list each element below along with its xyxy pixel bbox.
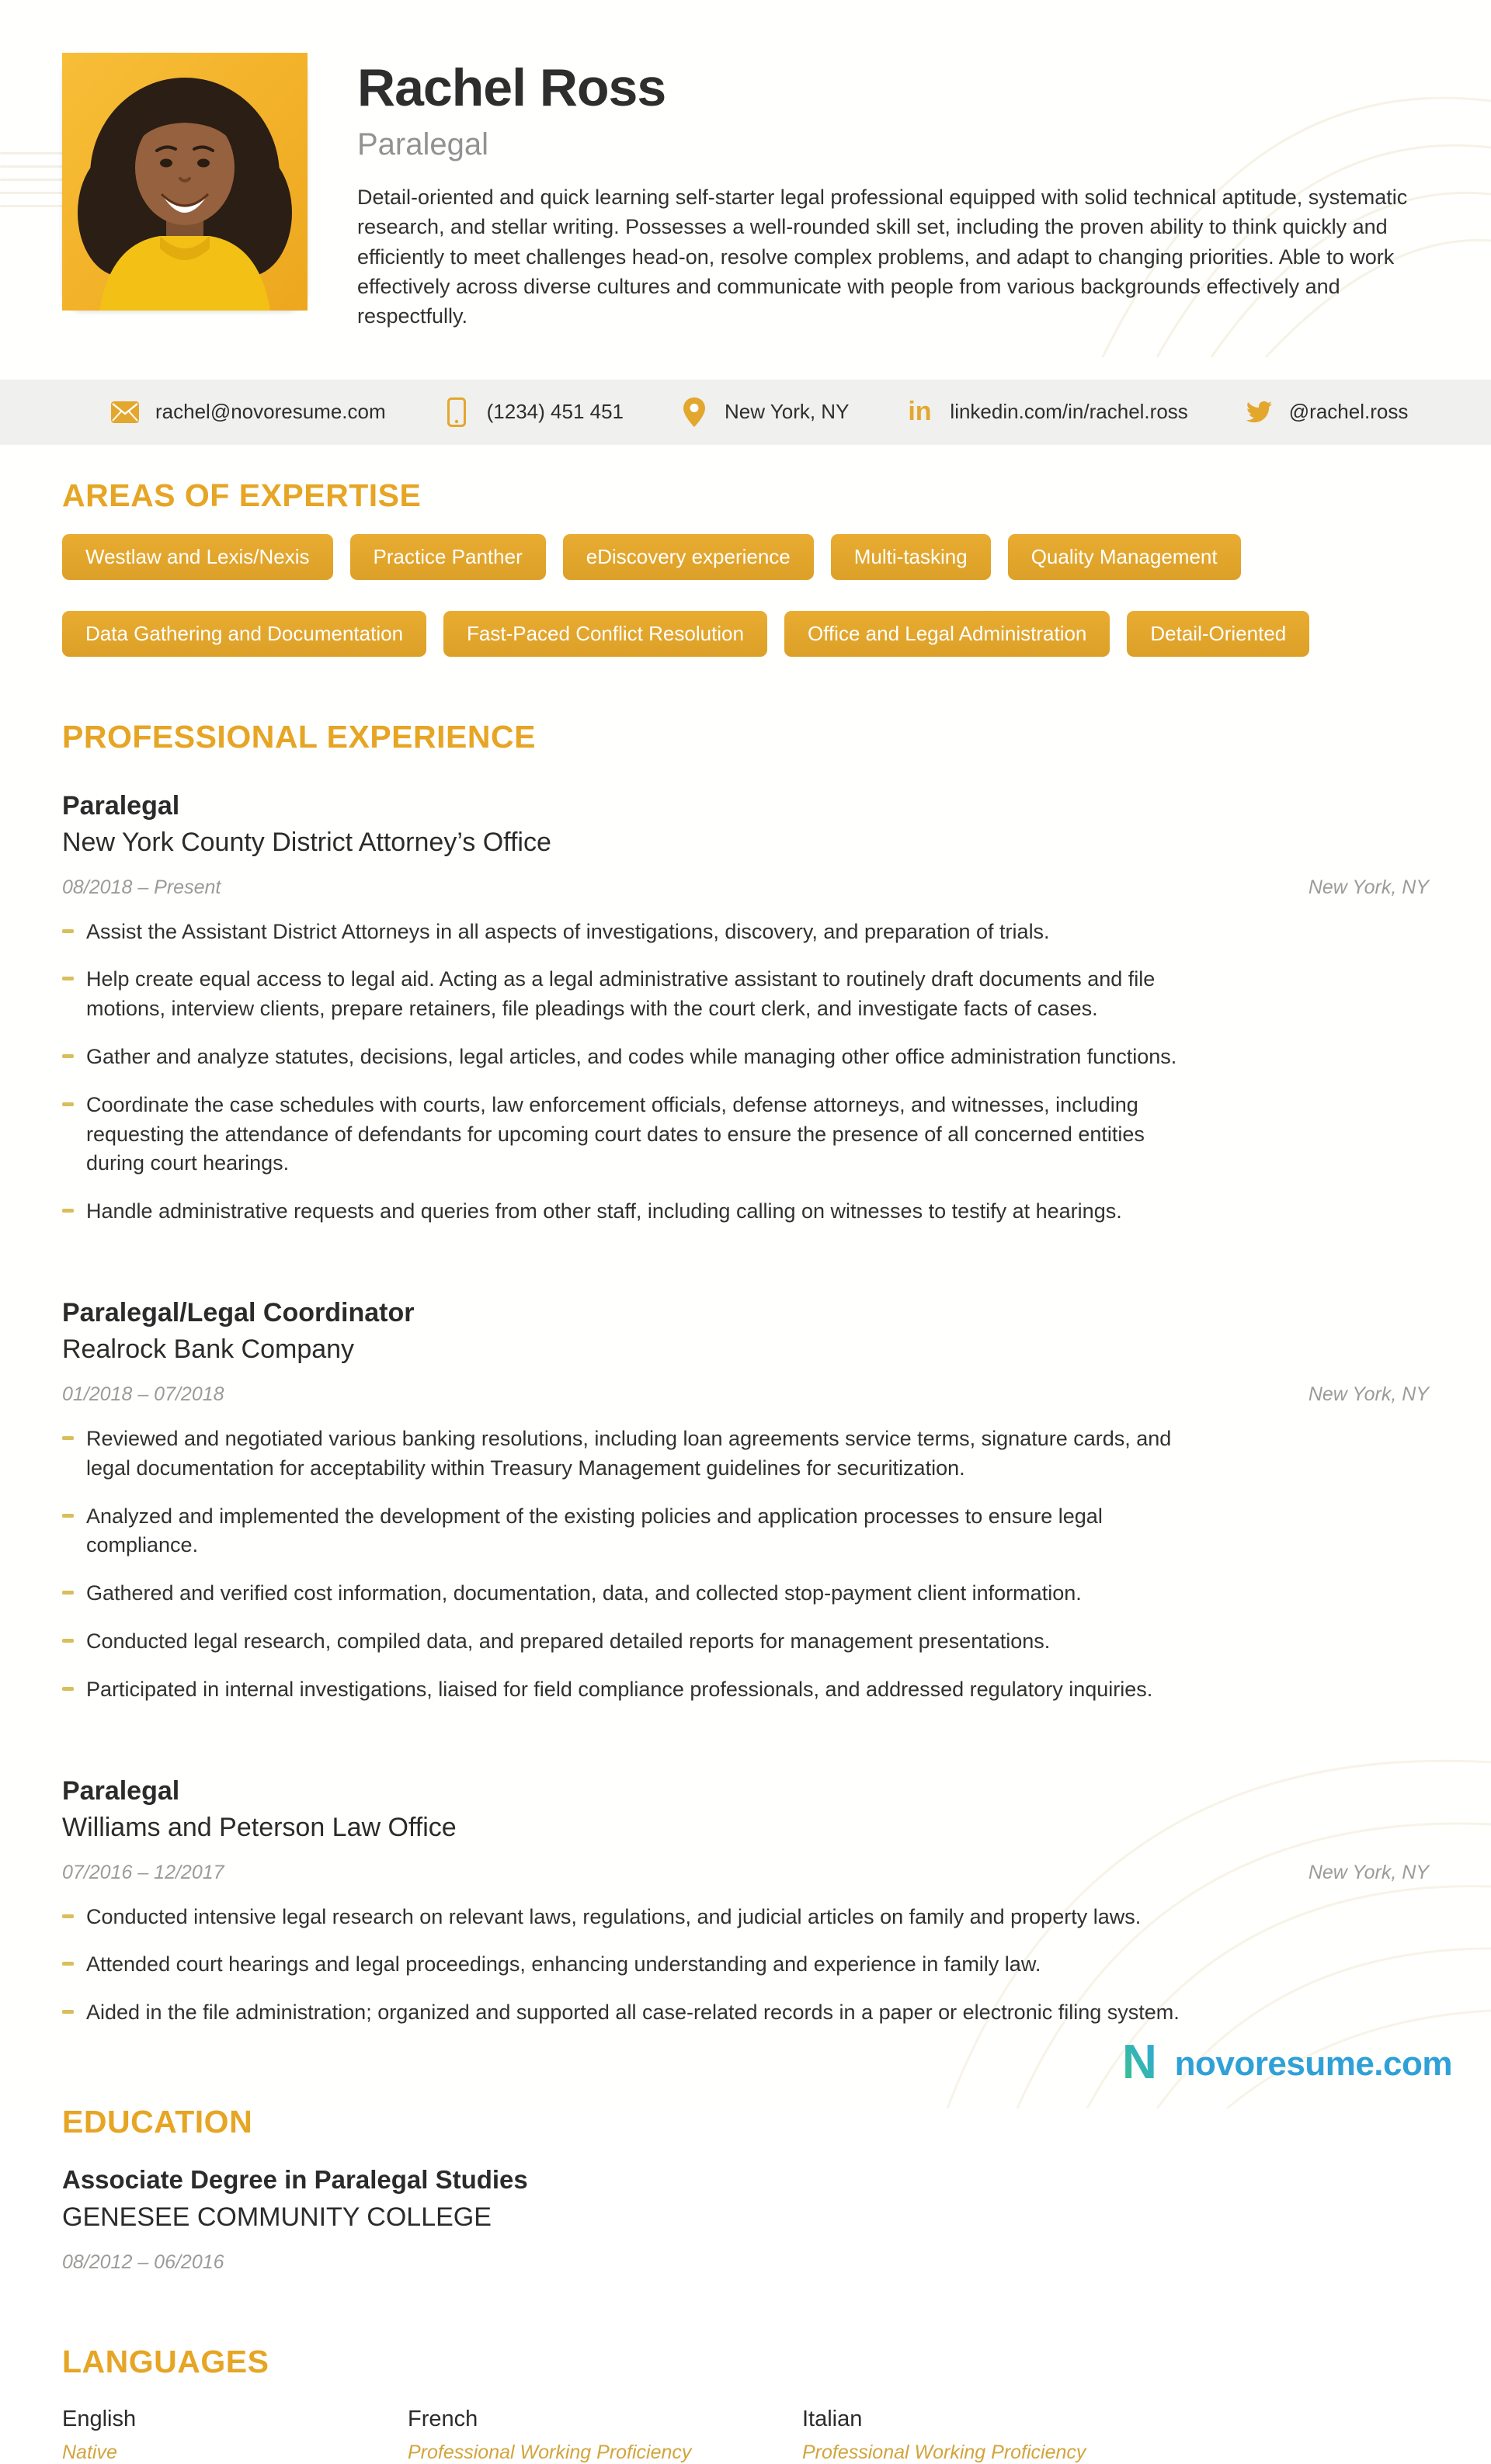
bullet-dash-icon [62, 1687, 74, 1691]
job-bullet [62, 1675, 1188, 1705]
job-company: Williams and Peterson Law Office [62, 1812, 457, 1842]
section-heading-expertise: AREAS OF EXPERTISE [62, 477, 422, 513]
bullet-dash-icon [62, 977, 74, 980]
job-entry [62, 1298, 1429, 1705]
job-company: New York County District Attorney’s Office [62, 827, 551, 857]
expertise-pill: Detail-Oriented [1127, 611, 1309, 657]
job-bullet [62, 1627, 1188, 1657]
header-text [357, 53, 1429, 331]
contact-location[interactable] [679, 397, 849, 427]
job-bullet-text: Assist the Assistant District Attorneys in all aspects of investigations, discovery, and preparation of trials. [86, 919, 1050, 943]
job-bullet-list [62, 918, 1429, 1227]
job-bullet-list [62, 1425, 1429, 1705]
bullet-dash-icon [62, 1209, 74, 1213]
expertise-pill-list [62, 534, 1429, 657]
job-title: Paralegal/Legal Coordinator [62, 1298, 415, 1328]
job-bullet-text: Handle administrative requests and queries from other staff, including calling on witnesses to testify at hearings. [86, 1199, 1122, 1223]
bullet-dash-icon [62, 1914, 74, 1918]
contact-phone-label: (1234) 451 451 [486, 400, 624, 424]
job-bullet-text: Participated in internal investigations, liaised for field compliance professionals, and addressed regulatory inquiries. [86, 1677, 1153, 1701]
twitter-icon [1244, 397, 1274, 427]
section-heading-education: EDUCATION [62, 2103, 253, 2140]
job-location: New York, NY [1308, 1383, 1429, 1406]
brand-name: novoresume.com [1174, 2044, 1452, 2083]
expertise-pill: Fast-Paced Conflict Resolution [443, 611, 767, 657]
job-location: New York, NY [1308, 1861, 1429, 1883]
expertise-pill: eDiscovery experience [563, 534, 814, 580]
language-name: English [62, 2406, 137, 2431]
job-title: Paralegal [62, 790, 180, 821]
contact-linkedin-label: linkedin.com/in/rachel.ross [950, 400, 1188, 424]
job-bullet-text: Analyzed and implemented the development of the existing policies and application processes to ensure legal compliance. [86, 1504, 1103, 1557]
bullet-dash-icon [62, 1962, 74, 1966]
education-degree: Associate Degree in Paralegal Studies [62, 2164, 528, 2194]
contact-bar [0, 380, 1491, 445]
location-pin-icon [679, 397, 709, 427]
contact-linkedin[interactable] [905, 397, 1187, 427]
job-bullet-text: Aided in the file administration; organized and supported all case-related records in a paper or electronic filing system. [86, 2001, 1180, 2025]
job-bullet-text: Attended court hearings and legal proceedings, enhancing understanding and experience in family law. [86, 1952, 1041, 1976]
job-bullet [62, 1579, 1188, 1609]
bullet-dash-icon [62, 2010, 74, 2014]
profile-photo [62, 53, 308, 311]
language-name: French [408, 2406, 478, 2431]
linkedin-icon: in [908, 397, 932, 427]
contact-location-label: New York, NY [725, 400, 850, 424]
portrait-illustration [62, 53, 308, 311]
job-title-subtitle: Paralegal [357, 127, 489, 161]
job-meta [62, 1862, 1429, 1884]
language-level: Professional Working Proficiency [802, 2441, 1086, 2463]
language-name: Italian [802, 2406, 863, 2431]
section-heading-languages: LANGUAGES [62, 2343, 269, 2379]
job-bullet [62, 1998, 1188, 2028]
contact-phone[interactable] [442, 397, 624, 427]
job-bullet [62, 1043, 1188, 1072]
language-list [62, 2407, 1429, 2464]
bullet-dash-icon [62, 1102, 74, 1106]
phone-icon [442, 397, 471, 427]
job-bullet-text: Conducted intensive legal research on relevant laws, regulations, and judicial articles on family and property laws. [86, 1904, 1142, 1928]
job-bullet-text: Help create equal access to legal aid. Acting as a legal administrative assistant to routinely draft documents and file motions, interview clients, prepare retainers, file pleadings with the court clerk, and investigate facts of cases. [86, 967, 1156, 1021]
bullet-dash-icon [62, 1514, 74, 1518]
language-item [408, 2407, 802, 2464]
expertise-pill: Office and Legal Administration [784, 611, 1110, 657]
job-bullet-list [62, 1903, 1429, 2028]
main-content [0, 477, 1491, 2464]
expertise-pill: Westlaw and Lexis/Nexis [62, 534, 333, 580]
novoresume-logo-icon [1121, 2035, 1169, 2090]
contact-email[interactable] [110, 397, 386, 427]
job-location: New York, NY [1308, 876, 1429, 898]
bullet-dash-icon [62, 1591, 74, 1595]
job-bullet [62, 1197, 1188, 1227]
education-dates: 08/2012 – 06/2016 [62, 2251, 224, 2273]
job-meta [62, 876, 1429, 899]
language-item [62, 2407, 408, 2464]
brand-footer[interactable] [1121, 2035, 1452, 2090]
job-bullet [62, 1502, 1188, 1561]
job-bullet-text: Gathered and verified cost information, documentation, data, and collected stop-payment client information. [86, 1581, 1082, 1605]
expertise-pill: Practice Panther [350, 534, 546, 580]
job-dates: 07/2016 – 12/2017 [62, 1861, 224, 1883]
job-bullet-text: Gather and analyze statutes, decisions, legal articles, and codes while managing other office administration functions. [86, 1045, 1177, 1069]
expertise-pill: Data Gathering and Documentation [62, 611, 426, 657]
job-entry [62, 1776, 1429, 2028]
job-bullet [62, 1091, 1188, 1178]
job-meta [62, 1383, 1429, 1406]
bullet-dash-icon [62, 1436, 74, 1440]
profile-summary: Detail-oriented and quick learning self-starter legal professional equipped with solid technical aptitude, systematic research, and stellar writing. Possesses a well-rounded skill set, including the proven ability to think quickly and efficiently to meet challenges head-on, resolve complex problems, and adapt to changing priorities. Able to work effectively across diverse cultures and communicate with people from various backgrounds effectively and respectfully. [357, 186, 1408, 328]
expertise-pill: Quality Management [1008, 534, 1241, 580]
job-bullet [62, 1950, 1188, 1980]
bullet-dash-icon [62, 929, 74, 933]
section-heading-experience: PROFESSIONAL EXPERIENCE [62, 718, 536, 755]
job-bullet [62, 1903, 1188, 1932]
language-level: Native [62, 2441, 117, 2463]
job-dates: 08/2018 – Present [62, 876, 221, 898]
job-bullet-text: Conducted legal research, compiled data, and prepared detailed reports for management presentations. [86, 1629, 1051, 1653]
page-title: Rachel Ross [357, 58, 666, 117]
education-school: GENESEE COMMUNITY COLLEGE [62, 2202, 492, 2232]
email-icon [110, 397, 140, 427]
job-entry [62, 791, 1429, 1227]
job-company: Realrock Bank Company [62, 1334, 355, 1365]
job-bullet [62, 965, 1188, 1024]
job-bullet [62, 918, 1188, 947]
svg-text:N: N [1121, 2035, 1157, 2089]
job-title: Paralegal [62, 1775, 180, 1806]
contact-twitter-label: @rachel.ross [1288, 400, 1409, 424]
job-bullet-text: Coordinate the case schedules with courts, law enforcement officials, defense attorneys, and witnesses, including requesting the attendance of defendants for upcoming court dates to ensure the presence of all concerned entities during court hearings. [86, 1092, 1145, 1175]
job-bullet [62, 1425, 1188, 1484]
language-item [802, 2407, 1148, 2464]
language-level: Professional Working Proficiency [408, 2441, 692, 2463]
job-bullet-text: Reviewed and negotiated various banking resolutions, including loan agreements service terms, signature cards, and legal documentation for acceptability within Treasury Management guidelines for securitization. [86, 1427, 1172, 1480]
contact-twitter[interactable] [1244, 397, 1409, 427]
contact-email-label: rachel@novoresume.com [155, 400, 386, 424]
bullet-dash-icon [62, 1639, 74, 1643]
expertise-pill: Multi-tasking [831, 534, 991, 580]
job-dates: 01/2018 – 07/2018 [62, 1383, 224, 1406]
bullet-dash-icon [62, 1054, 74, 1058]
header [0, 0, 1491, 331]
